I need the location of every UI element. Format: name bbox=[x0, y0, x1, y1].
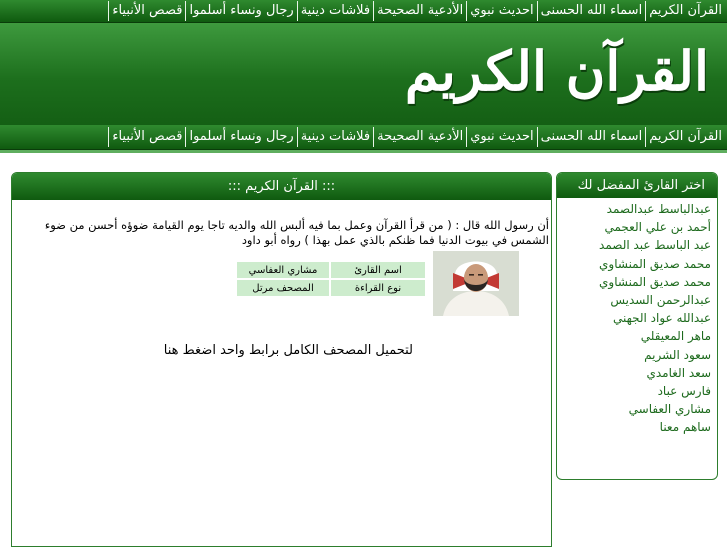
main-panel-title: ::: القرآن الكريم ::: bbox=[12, 173, 551, 200]
nav-item-supplications[interactable]: الأدعية الصحيحة bbox=[373, 1, 466, 21]
download-full-quran-link[interactable]: لتحميل المصحف الكامل برابط واحد اضغط هنا bbox=[163, 343, 413, 358]
reciter-link[interactable]: عبدالله عواد الجهني bbox=[612, 311, 711, 326]
reciter-link[interactable]: سعود الشريم bbox=[644, 347, 711, 362]
reciter-link[interactable]: عبدالباسط عبدالصمد bbox=[606, 202, 711, 216]
top-nav-bar bbox=[0, 0, 727, 23]
reciter-link[interactable]: مشاري العفاسي bbox=[628, 402, 711, 417]
nav-item-prophet-stories[interactable]: قصص الأنبياء bbox=[108, 127, 185, 147]
nav-item-names-of-allah[interactable]: اسماء الله الحسنى bbox=[537, 127, 646, 147]
reciter-link[interactable]: أحمد بن علي العجمي bbox=[604, 220, 711, 235]
reading-type-value: المصحف مرتل bbox=[237, 280, 329, 296]
nav-item-quran[interactable]: القرآن الكريم bbox=[645, 1, 727, 21]
recitation-info-table bbox=[235, 260, 427, 298]
hadith-text: أن رسول الله قال : ( من قرأ القرآن وعمل بما فيه ألبس الله والديه تاجا يوم القيامة ضوؤه أحسن من ضوء الشمس في بيوت الدنيا فما ظنكم بالذي عمل بهذا ) رواه أبو داود bbox=[44, 218, 549, 247]
main-content-panel bbox=[11, 172, 552, 547]
nav-item-religious-flashes[interactable]: فلاشات دينية bbox=[297, 127, 373, 147]
site-banner bbox=[0, 23, 727, 125]
reciter-name-label: اسم القارئ bbox=[331, 262, 425, 278]
reciter-link[interactable]: فارس عباد bbox=[657, 383, 711, 398]
reciter-link[interactable]: سعد الغامدي bbox=[646, 365, 711, 380]
reciter-list bbox=[557, 198, 717, 436]
reciter-photo bbox=[433, 251, 519, 316]
nav-item-supplications[interactable]: الأدعية الصحيحة bbox=[373, 127, 466, 147]
reciter-sidebar bbox=[556, 172, 718, 480]
reciter-link[interactable]: عبدالرحمن السديس bbox=[610, 292, 711, 307]
sidebar-title: اختر القارئ المفضل لك bbox=[557, 173, 717, 198]
nav-item-quran[interactable]: القرآن الكريم bbox=[645, 127, 727, 147]
reciter-portrait-image bbox=[433, 251, 519, 316]
reciter-link[interactable]: عبد الباسط عبد الصمد bbox=[599, 238, 711, 253]
banner-title: القرآن الكريم bbox=[404, 39, 709, 103]
reciter-link[interactable]: محمد صديق المنشاوي bbox=[599, 256, 711, 271]
nav-item-prophet-stories[interactable]: قصص الأنبياء bbox=[108, 1, 185, 21]
reciter-link[interactable]: ماهر المعيقلي bbox=[640, 329, 711, 344]
reciter-name-value: مشاري العفاسي bbox=[237, 262, 329, 278]
nav-item-converts[interactable]: رجال ونساء أسلموا bbox=[185, 127, 296, 147]
reading-type-label: نوع القراءة bbox=[331, 280, 425, 296]
secondary-nav-bar bbox=[0, 125, 727, 150]
nav-item-hadith[interactable]: احديث نبوي bbox=[466, 1, 536, 21]
nav-item-religious-flashes[interactable]: فلاشات دينية bbox=[297, 1, 373, 21]
nav-item-converts[interactable]: رجال ونساء أسلموا bbox=[185, 1, 296, 21]
contribute-link[interactable]: ساهم معنا bbox=[659, 420, 711, 435]
reciter-link[interactable]: محمد صديق المنشاوي bbox=[599, 274, 711, 289]
nav-item-names-of-allah[interactable]: اسماء الله الحسنى bbox=[537, 1, 646, 21]
nav-item-hadith[interactable]: احديث نبوي bbox=[466, 127, 536, 147]
